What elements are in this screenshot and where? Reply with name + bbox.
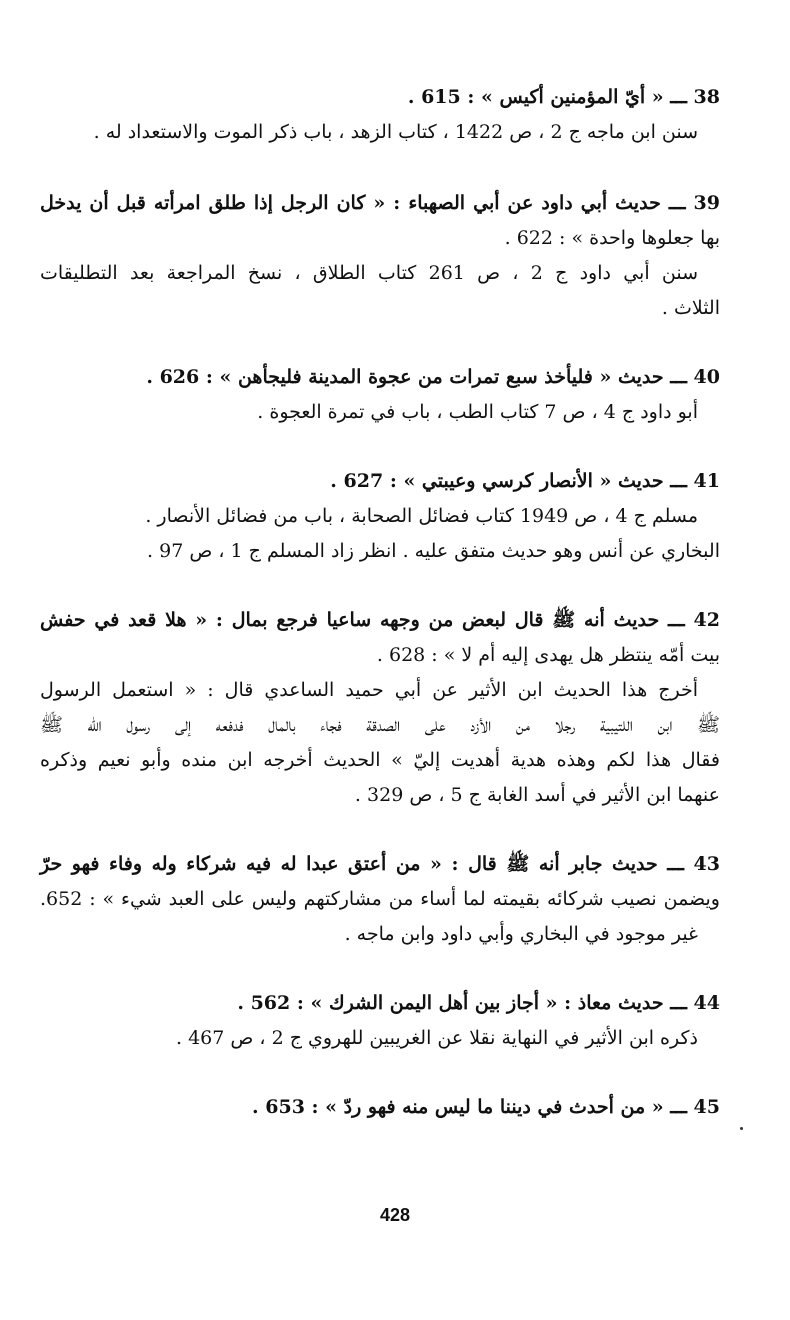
footnote-entry-42 bbox=[40, 603, 720, 813]
entry-heading: 41 ـــ حديث « الأنصار كرسي وعيبتي » : 627 . bbox=[330, 470, 720, 492]
entry-reference: ذكره ابن الأثير في النهاية نقلا عن الغريبين للهروي ج 2 ، ص 467 . bbox=[175, 1027, 698, 1049]
footnote-entry-43 bbox=[40, 847, 720, 952]
footnote-entry-41 bbox=[40, 464, 720, 569]
entry-heading-cont: بيت أمّه ينتظر هل يهدى إليه أم لا » : 628 . bbox=[376, 644, 720, 666]
ink-speck bbox=[740, 1127, 743, 1130]
entry-reference: غير موجود في البخاري وأبي داود وابن ماجه . bbox=[344, 923, 698, 945]
footnote-entry-45 bbox=[40, 1090, 720, 1125]
entry-heading: 38 ـــ « أيّ المؤمنين أكيس » : 615 . bbox=[407, 86, 720, 108]
entry-reference: سنن ابن ماجه ج 2 ، ص 1422 ، كتاب الزهد ، باب ذكر الموت والاستعداد له . bbox=[93, 121, 698, 143]
entry-heading: 44 ـــ حديث معاذ : « أجاز بين أهل اليمن الشرك » : 562 . bbox=[237, 992, 720, 1014]
footnote-entry-40 bbox=[40, 360, 720, 430]
entry-heading: 42 ـــ حديث أنه ﷺ قال لبعض من وجهه ساعيا فرجع بمال : « هلا قعد في حفش bbox=[40, 609, 720, 631]
entry-heading-cont: بها جعلوها واحدة » : 622 . bbox=[504, 227, 720, 249]
entry-reference-cont: فقال هذا لكم وهذه هدية أهديت إليّ » الحديث أخرجه ابن منده وأبو نعيم وذكره bbox=[40, 749, 720, 771]
entry-heading: 43 ـــ حديث جابر أنه ﷺ قال : « من أعتق عبدا له فيه شركاء وله وفاء فهو حرّ bbox=[40, 853, 720, 875]
footnote-entry-44 bbox=[40, 986, 720, 1056]
entry-reference: مسلم ج 4 ، ص 1949 كتاب فضائل الصحابة ، باب من فضائل الأنصار . bbox=[145, 505, 698, 527]
entry-heading: 45 ـــ « من أحدث في ديننا ما ليس منه فهو ردّ » : 653 . bbox=[252, 1096, 720, 1118]
footnote-entry-38 bbox=[40, 80, 720, 150]
entry-heading: 40 ـــ حديث « فليأخذ سبع تمرات من عجوة المدينة فليجأهن » : 626 . bbox=[146, 366, 720, 388]
entry-reference-cont: ﷺ ابن اللتيبية رجلا من الأزد على الصدقة فجاء بالمال فدفعه إلى رسول الله ﷺ bbox=[40, 714, 720, 736]
entry-heading: 39 ـــ حديث أبي داود عن أبي الصهباء : « كان الرجل إذا طلق امرأته قبل أن يدخل bbox=[40, 192, 720, 214]
book-page bbox=[40, 80, 720, 1159]
footnote-entry-39 bbox=[40, 186, 720, 326]
entry-heading-cont: ويضمن نصيب شركائه بقيمته لما أساء من مشاركتهم وليس على العبد شيء » : 652. bbox=[40, 888, 720, 910]
entry-reference: أبو داود ج 4 ، ص 7 كتاب الطب ، باب في تمرة العجوة . bbox=[257, 401, 698, 423]
page-number: 428 bbox=[379, 1205, 411, 1225]
entry-reference-cont: البخاري عن أنس وهو حديث متفق عليه . انظر زاد المسلم ج 1 ، ص 97 . bbox=[147, 540, 720, 562]
entry-reference: سنن أبي داود ج 2 ، ص 261 كتاب الطلاق ، نسخ المراجعة بعد التطليقات bbox=[40, 262, 698, 284]
entry-reference-cont: عنهما ابن الأثير في أسد الغابة ج 5 ، ص 329 . bbox=[354, 784, 720, 806]
entry-reference: أخرج هذا الحديث ابن الأثير عن أبي حميد الساعدي قال : « استعمل الرسول bbox=[40, 679, 698, 701]
entry-reference-cont: الثلاث . bbox=[661, 297, 720, 319]
